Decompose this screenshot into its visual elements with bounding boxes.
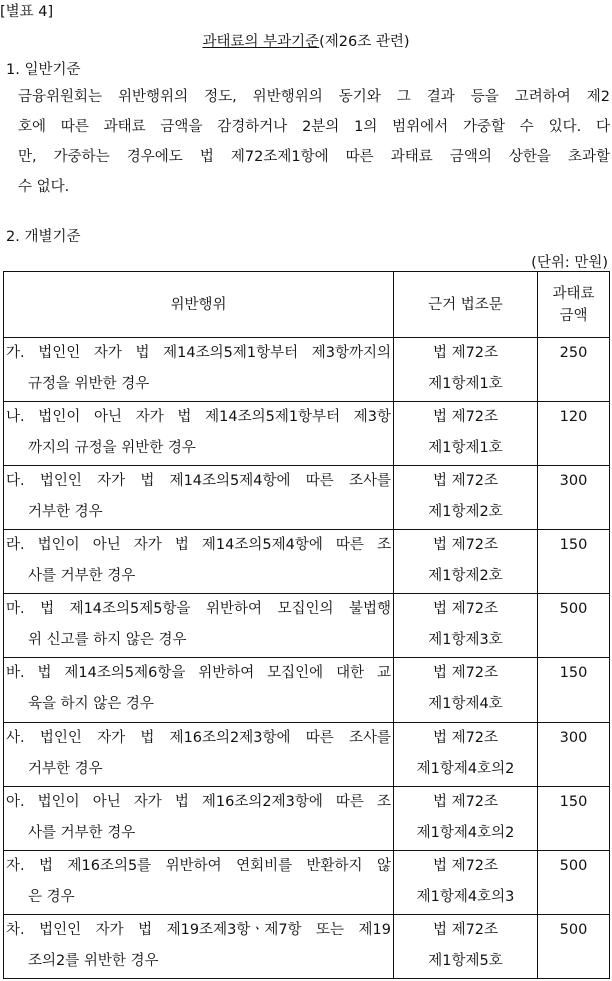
- law-line: 제1항제4호의2: [416, 824, 515, 841]
- violation-cell: [4, 722, 394, 786]
- law-line: 법 제72조: [432, 409, 499, 426]
- header-fine: 과태료 금액: [538, 272, 610, 338]
- violation-line: 차. 법인인 자가 법 제19조제3항ㆍ제7항 또는 제19: [6, 921, 391, 938]
- fine-cell: 500: [538, 914, 610, 978]
- law-line: 법 제72조: [432, 473, 499, 490]
- fine-cell: 300: [538, 466, 610, 530]
- violation-cell: [4, 786, 394, 850]
- law-cell: [394, 530, 538, 594]
- law-cell: [394, 722, 538, 786]
- fine-cell: 500: [538, 850, 610, 914]
- law-line: 법 제72조: [432, 537, 499, 554]
- law-line: 제1항제2호: [428, 568, 503, 585]
- fine-cell: 300: [538, 722, 610, 786]
- table-row: [4, 658, 610, 722]
- general-criteria-paragraph: [18, 82, 610, 202]
- violation-line: 가. 법인인 자가 법 제14조의5제1항부터 제3항까지의: [6, 345, 391, 361]
- violation-line: 조의2를 위반한 경우: [28, 952, 159, 969]
- law-cell: [394, 658, 538, 722]
- table-row: [4, 786, 610, 850]
- page-title: [0, 30, 612, 51]
- violation-line: 다. 법인인 자가 법 제14조의5제4항에 따른 조사를: [6, 473, 391, 490]
- violation-line: 마. 법 제14조의5제5항을 위반하여 모집인의 불법행: [6, 601, 391, 618]
- header-violation: 위반행위: [4, 272, 394, 338]
- paragraph-line: 수 없다.: [18, 179, 70, 195]
- violation-cell: [4, 850, 394, 914]
- law-line: 제1항제4호의3: [416, 888, 515, 905]
- violation-line: 바. 법 제14조의5제6항을 위반하여 모집인에 대한 교: [6, 665, 391, 682]
- fine-cell: 150: [538, 658, 610, 722]
- table-row: [4, 402, 610, 466]
- section-heading-individual: 2. 개별기준: [6, 229, 81, 245]
- law-cell: [394, 786, 538, 850]
- law-line: 법 제72조: [432, 601, 499, 618]
- law-cell: [394, 466, 538, 530]
- violation-cell: [4, 466, 394, 530]
- violation-line: 자. 법 제16조의5를 위반하여 연회비를 반환하지 않: [6, 857, 391, 874]
- paragraph-line: 만, 가중하는 경우에도 법 제72조제1항에 따른 과태료 금액의 상한을 초과할: [18, 149, 610, 165]
- law-line: 법 제72조: [432, 857, 499, 874]
- violation-line: 라. 법인이 아닌 자가 법 제14조의5제4항에 따른 조: [6, 537, 391, 554]
- law-line: 제1항제4호의2: [416, 760, 515, 777]
- section-heading-general: 1. 일반기준: [6, 62, 81, 78]
- law-line: 법 제72조: [432, 665, 499, 682]
- law-cell: [394, 850, 538, 914]
- fine-table: [3, 271, 610, 979]
- fine-cell: 150: [538, 530, 610, 594]
- table-row: [4, 722, 610, 786]
- title-main: 과태료의 부과기준: [202, 34, 320, 50]
- law-line: 제1항제1호: [428, 440, 503, 457]
- law-line: 제1항제4호: [428, 696, 503, 713]
- law-line: 법 제72조: [432, 793, 499, 810]
- violation-line: 육을 하지 않은 경우: [28, 696, 154, 713]
- violation-line: 거부한 경우: [28, 760, 103, 777]
- law-line: 제1항제3호: [428, 632, 503, 649]
- violation-line: 은 경우: [28, 888, 75, 905]
- violation-line: 위 신고를 하지 않은 경우: [28, 632, 187, 649]
- table-row: [4, 338, 610, 402]
- law-line: 제1항제1호: [428, 376, 503, 392]
- violation-line: 규정을 위반한 경우: [28, 376, 150, 392]
- header-law: 근거 법조문: [394, 272, 538, 338]
- paragraph-line: 호에 따른 과태료 금액을 감경하거나 2분의 1의 범위에서 가중할 수 있다. 다: [18, 119, 610, 135]
- law-cell: [394, 594, 538, 658]
- violation-line: 아. 법인이 아닌 자가 법 제16조의2제3항에 따른 조: [6, 793, 391, 810]
- table-row: [4, 594, 610, 658]
- table-row: [4, 466, 610, 530]
- violation-line: 사를 거부한 경우: [28, 568, 136, 585]
- appendix-tag: [별표 4]: [0, 4, 54, 20]
- violation-line: 나. 법인이 아닌 자가 법 제14조의5제1항부터 제3항: [6, 409, 391, 426]
- violation-line: 사. 법인인 자가 법 제16조의2제3항에 따른 조사를: [6, 729, 391, 746]
- fine-cell: 150: [538, 786, 610, 850]
- fine-cell: 500: [538, 594, 610, 658]
- violation-cell: [4, 530, 394, 594]
- violation-line: 거부한 경우: [28, 504, 103, 521]
- violation-line: 까지의 규정을 위반한 경우: [28, 440, 196, 457]
- law-cell: [394, 338, 538, 402]
- paragraph-line: 금융위원회는 위반행위의 정도, 위반행위의 동기와 그 결과 등을 고려하여 제2: [18, 89, 610, 105]
- fine-cell: 120: [538, 402, 610, 466]
- violation-cell: [4, 402, 394, 466]
- violation-cell: [4, 338, 394, 402]
- law-line: 법 제72조: [432, 921, 499, 938]
- law-line: 제1항제2호: [428, 504, 503, 521]
- law-line: 제1항제5호: [428, 952, 503, 969]
- fine-cell: 250: [538, 338, 610, 402]
- unit-note: (단위: 만원): [531, 255, 608, 271]
- table-row: [4, 914, 610, 978]
- violation-cell: [4, 594, 394, 658]
- title-suffix: (제26조 관련): [319, 34, 410, 50]
- law-cell: [394, 914, 538, 978]
- violation-cell: [4, 914, 394, 978]
- violation-cell: [4, 658, 394, 722]
- table-row: [4, 530, 610, 594]
- violation-line: 사를 거부한 경우: [28, 824, 136, 841]
- table-header-row: [4, 272, 610, 338]
- law-line: 법 제72조: [432, 345, 499, 361]
- law-line: 법 제72조: [432, 729, 499, 746]
- table-row: [4, 850, 610, 914]
- law-cell: [394, 402, 538, 466]
